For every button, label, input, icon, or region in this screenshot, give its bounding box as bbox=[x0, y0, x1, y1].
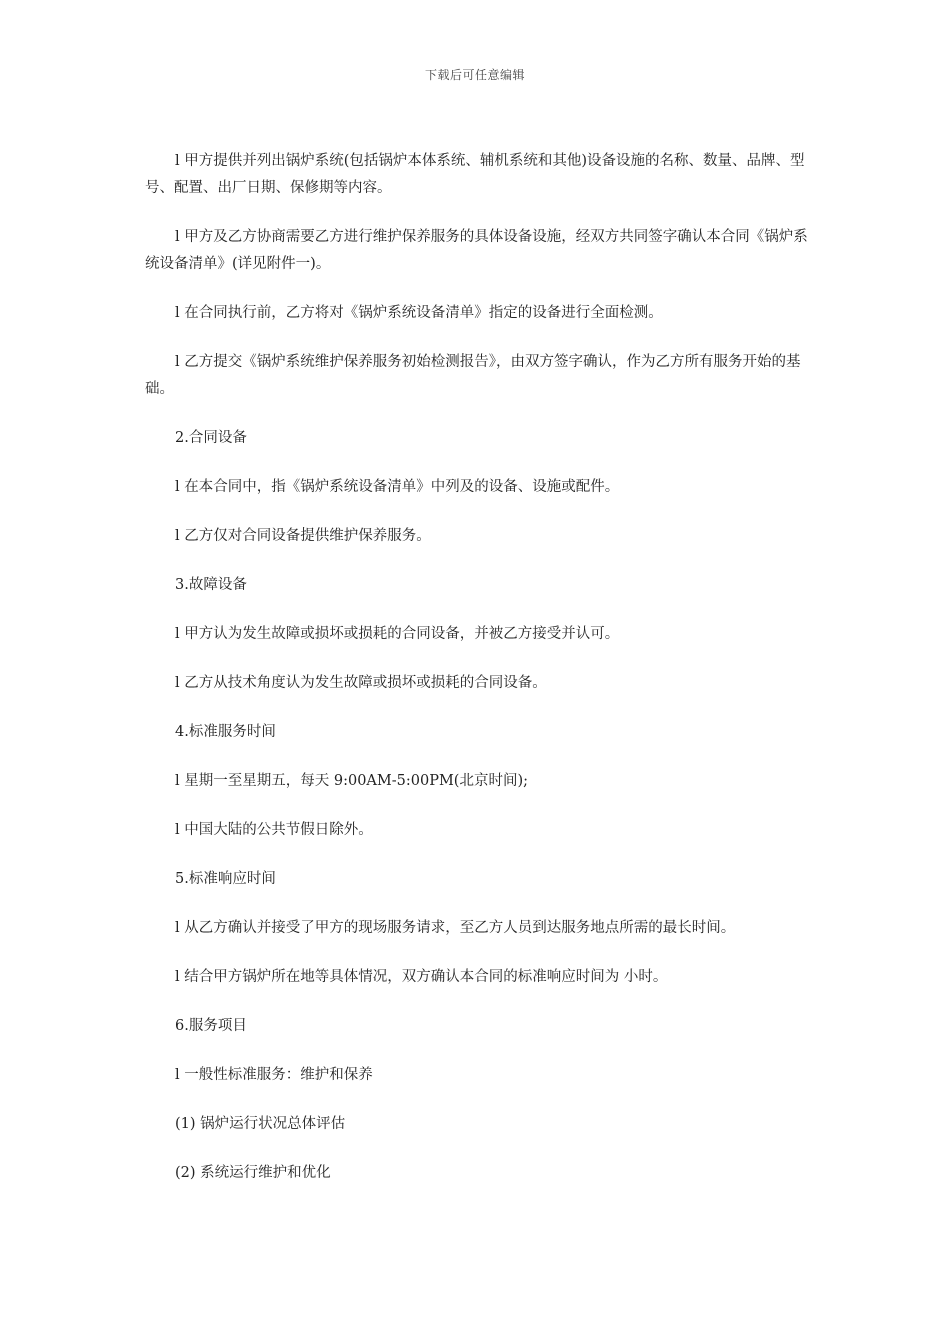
paragraph: l 从乙方确认并接受了甲方的现场服务请求，至乙方人员到达服务地点所需的最长时间。 bbox=[175, 920, 736, 936]
paragraph: l 中国大陆的公共节假日除外。 bbox=[175, 822, 373, 838]
paragraph: l 乙方提交《锅炉系统维护保养服务初始检测报告》，由双方签字确认，作为乙方所有服务开始的基础。 bbox=[145, 354, 801, 397]
paragraph: l 乙方仅对合同设备提供维护保养服务。 bbox=[175, 528, 431, 544]
paragraph: l 甲方认为发生故障或损坏或损耗的合同设备，并被乙方接受并认可。 bbox=[175, 626, 620, 642]
document-body bbox=[145, 148, 810, 1209]
section-heading: 5.标准响应时间 bbox=[175, 871, 276, 887]
list-item: (2) 系统运行维护和优化 bbox=[175, 1165, 331, 1181]
section-heading: 3.故障设备 bbox=[175, 577, 247, 593]
section-heading: 4.标准服务时间 bbox=[175, 724, 276, 740]
list-item: (1) 锅炉运行状况总体评估 bbox=[175, 1116, 346, 1132]
paragraph: l 一般性标准服务：维护和保养 bbox=[175, 1067, 373, 1083]
paragraph: l 乙方从技术角度认为发生故障或损坏或损耗的合同设备。 bbox=[175, 675, 547, 691]
paragraph: l 星期一至星期五，每天 9:00AM-5:00PM(北京时间); bbox=[175, 773, 528, 789]
page-header: 下载后可任意编辑 bbox=[424, 68, 525, 82]
section-heading: 2.合同设备 bbox=[175, 430, 247, 446]
paragraph: l 甲方及乙方协商需要乙方进行维护保养服务的具体设备设施，经双方共同签字确认本合同《锅炉系统设备清单》(详见附件一)。 bbox=[145, 229, 808, 272]
paragraph: l 在本合同中，指《锅炉系统设备清单》中列及的设备、设施或配件。 bbox=[175, 479, 620, 495]
paragraph: l 在合同执行前，乙方将对《锅炉系统设备清单》指定的设备进行全面检测。 bbox=[175, 305, 663, 321]
paragraph: l 结合甲方锅炉所在地等具体情况，双方确认本合同的标准响应时间为 小时。 bbox=[175, 969, 668, 985]
section-heading: 6.服务项目 bbox=[175, 1018, 247, 1034]
paragraph: l 甲方提供并列出锅炉系统(包括锅炉本体系统、辅机系统和其他)设备设施的名称、数量、品牌、型号、配置、出厂日期、保修期等内容。 bbox=[145, 153, 805, 196]
